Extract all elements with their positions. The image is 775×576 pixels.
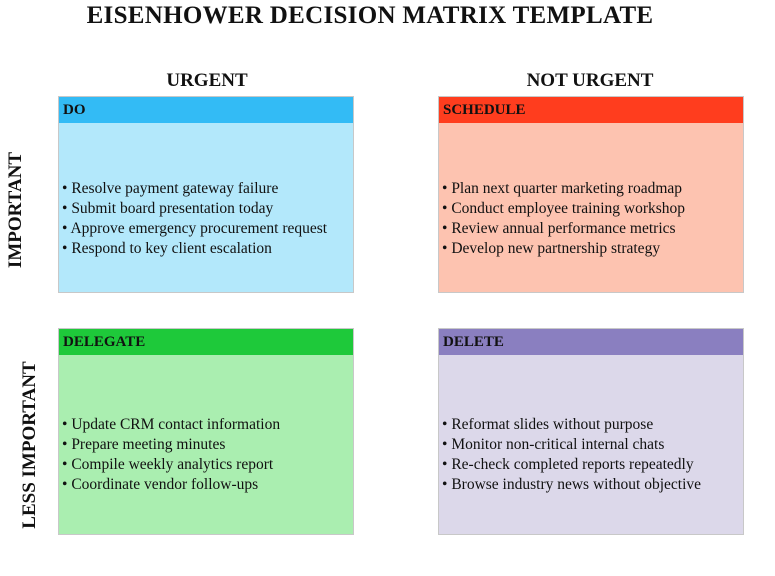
quadrant-do (58, 96, 354, 293)
task-item: • Submit board presentation today (62, 199, 327, 219)
page-title: EISENHOWER DECISION MATRIX TEMPLATE (86, 2, 654, 29)
task-list (62, 415, 280, 495)
quadrant-header: DELETE (439, 329, 743, 355)
task-item: • Respond to key client escalation (62, 239, 327, 259)
task-item: • Approve emergency procurement request (62, 219, 327, 239)
column-header-not-urgent: NOT URGENT (526, 70, 654, 91)
task-item: • Compile weekly analytics report (62, 455, 280, 475)
quadrant-header: DELEGATE (59, 329, 353, 355)
task-item: • Prepare meeting minutes (62, 435, 280, 455)
quadrant-header: DO (59, 97, 353, 123)
quadrant-delegate (58, 328, 354, 535)
task-item: • Resolve payment gateway failure (62, 179, 327, 199)
quadrant-schedule (438, 96, 744, 293)
quadrant-delete (438, 328, 744, 535)
column-header-urgent: URGENT (166, 70, 248, 91)
task-list (442, 415, 701, 495)
task-item: • Browse industry news without objective (442, 475, 701, 495)
row-header-less-important: LESS IMPORTANT (19, 361, 40, 529)
task-list (62, 179, 327, 259)
task-item: • Review annual performance metrics (442, 219, 685, 239)
task-item: • Monitor non-critical internal chats (442, 435, 701, 455)
task-item: • Update CRM contact information (62, 415, 280, 435)
task-item: • Reformat slides without purpose (442, 415, 701, 435)
task-item: • Re-check completed reports repeatedly (442, 455, 701, 475)
task-item: • Develop new partnership strategy (442, 239, 685, 259)
quadrant-header: SCHEDULE (439, 97, 743, 123)
row-header-important: IMPORTANT (5, 151, 26, 269)
task-list (442, 179, 685, 259)
task-item: • Plan next quarter marketing roadmap (442, 179, 685, 199)
task-item: • Conduct employee training workshop (442, 199, 685, 219)
task-item: • Coordinate vendor follow-ups (62, 475, 280, 495)
